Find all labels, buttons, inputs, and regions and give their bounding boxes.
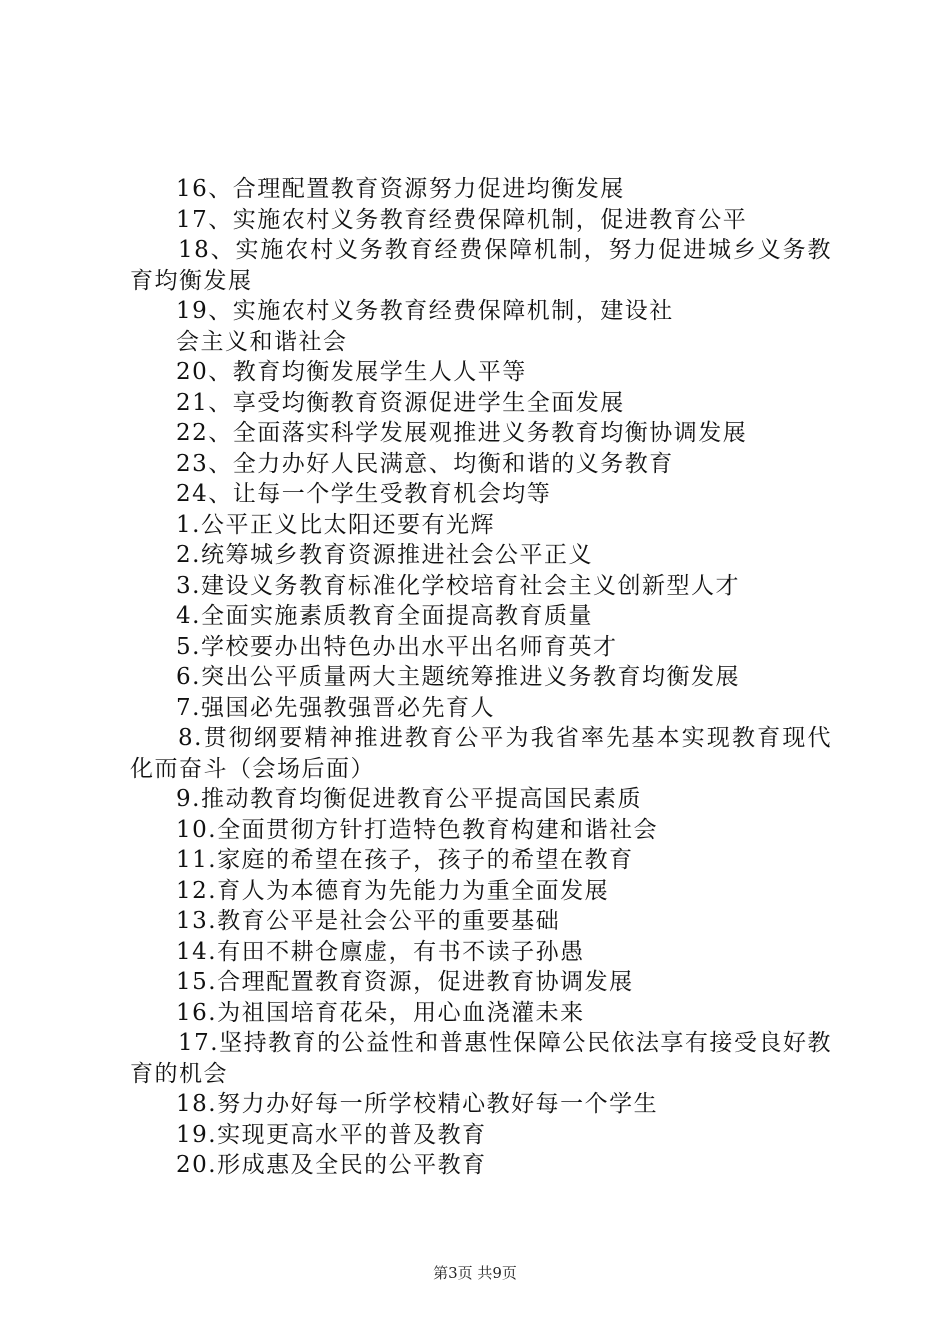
- list-item: 15.合理配置教育资源，促进教育协调发展: [176, 969, 634, 995]
- list-item: 21、享受均衡教育资源促进学生全面发展: [176, 389, 625, 416]
- list-item: 12.育人为本德育为先能力为重全面发展: [176, 877, 610, 904]
- list-item: 5.学校要办出特色办出水平出名师育英才: [176, 633, 618, 660]
- list-item: 16、合理配置教育资源努力促进均衡发展: [176, 176, 625, 202]
- list-item: 22、全面落实科学发展观推进义务教育均衡协调发展: [176, 420, 748, 446]
- list-item: 1.公平正义比太阳还要有光辉: [176, 511, 495, 538]
- list-item: 4.全面实施素质教育全面提高教育质量: [176, 603, 593, 629]
- list-item: 3.建设义务教育标准化学校培育社会主义创新型人才: [176, 572, 740, 599]
- list-item: 9.推动教育均衡促进教育公平提高国民素质: [176, 786, 642, 812]
- page-number-footer: 第3页 共9页: [433, 1264, 517, 1282]
- list-item: 13.教育公平是社会公平的重要基础: [176, 908, 561, 934]
- list-item: 7.强国必先强教强晋必先育人: [176, 694, 495, 721]
- list-item: 10.全面贯彻方针打造特色教育构建和谐社会: [176, 816, 659, 843]
- list-item: 2.统筹城乡教育资源推进社会公平正义: [176, 542, 593, 568]
- list-item: 19、实施农村义务教育经费保障机制，建设社: [176, 298, 674, 324]
- list-item-continuation: 会主义和谐社会: [176, 328, 348, 355]
- list-item: 23、全力办好人民满意、均衡和谐的义务教育: [176, 450, 674, 477]
- list-item: 17、实施农村义务教育经费保障机制，促进教育公平: [176, 206, 748, 233]
- list-item: 6.突出公平质量两大主题统筹推进义务教育均衡发展: [176, 664, 740, 690]
- list-item: 17.坚持教育的公益性和普惠性保障公民依法享有接受良好教育的机会: [130, 1030, 832, 1087]
- slogan-list: [130, 174, 832, 1181]
- list-item: 19.实现更高水平的普及教育: [176, 1121, 487, 1148]
- list-item: 11.家庭的希望在孩子，孩子的希望在教育: [176, 847, 634, 873]
- list-item: 8.贯彻纲要精神推进教育公平为我省率先基本实现教育现代化而奋斗（会场后面）: [130, 725, 832, 782]
- list-item: 20、教育均衡发展学生人人平等: [176, 359, 527, 385]
- list-item: 18.努力办好每一所学校精心教好每一个学生: [176, 1091, 659, 1117]
- list-item: 16.为祖国培育花朵，用心血浇灌未来: [176, 999, 585, 1026]
- list-item: 24、让每一个学生受教育机会均等: [176, 481, 552, 507]
- list-item: 18、实施农村义务教育经费保障机制，努力促进城乡义务教育均衡发展: [130, 237, 832, 294]
- list-item: 20.形成惠及全民的公平教育: [176, 1152, 487, 1178]
- list-item: 14.有田不耕仓廪虚，有书不读子孙愚: [176, 938, 585, 965]
